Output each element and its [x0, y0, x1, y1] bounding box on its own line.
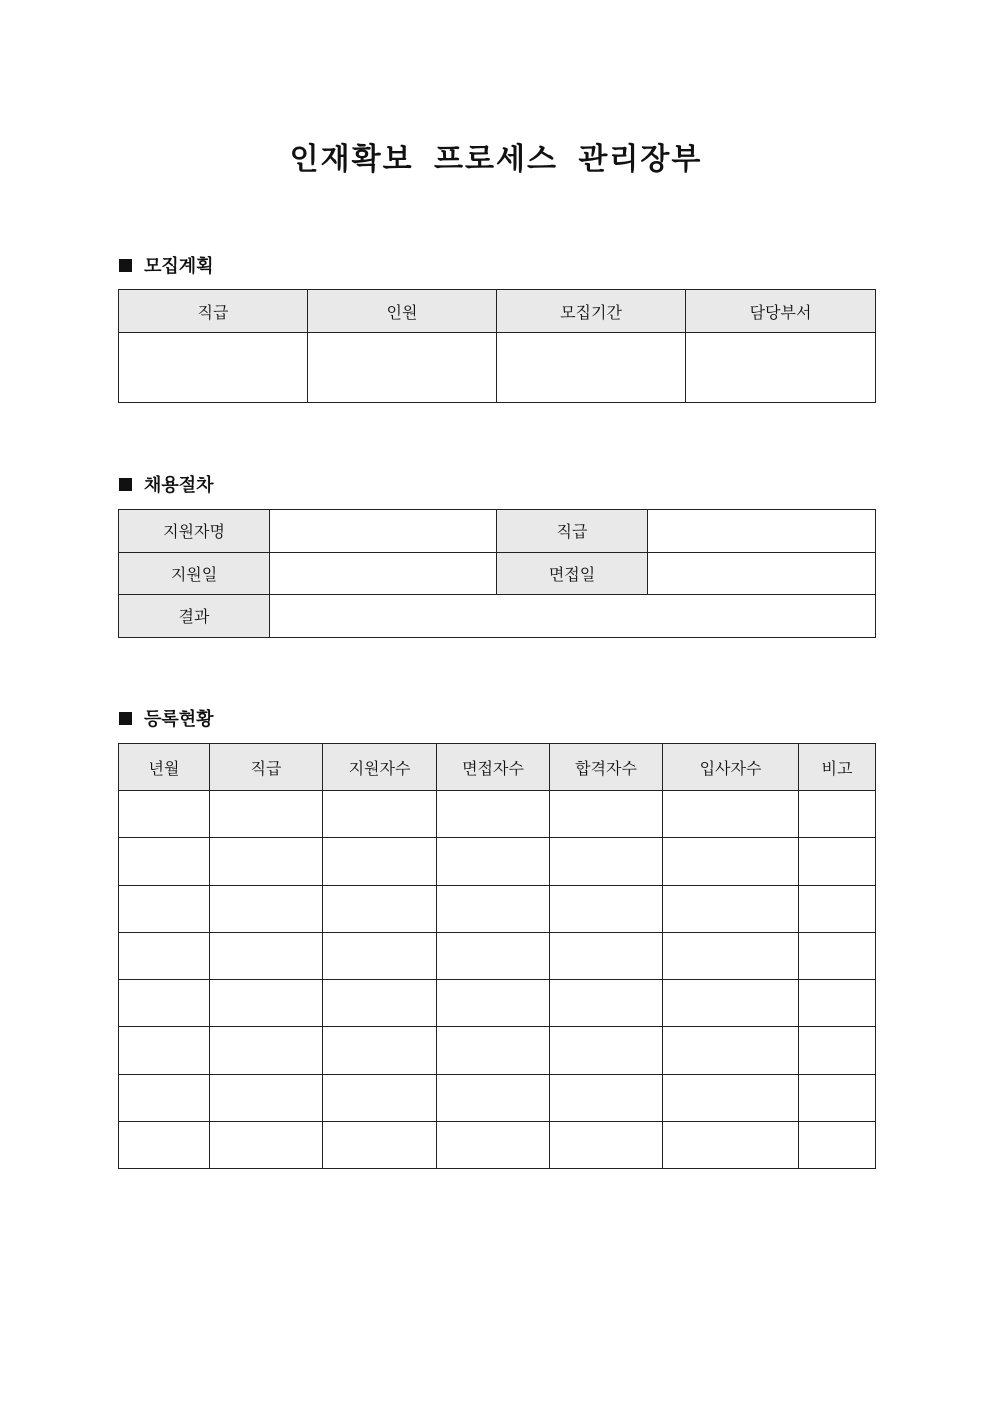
- table-cell[interactable]: [437, 1074, 550, 1121]
- table-cell[interactable]: [119, 838, 210, 885]
- table-row: [119, 333, 876, 403]
- table-cell[interactable]: [119, 932, 210, 979]
- section-heading-label: 채용절차: [144, 475, 214, 496]
- table-cell[interactable]: [323, 980, 437, 1027]
- table-row: [119, 595, 876, 638]
- input-cell-headcount[interactable]: [308, 333, 497, 403]
- label-cell-interview-date: 면접일: [497, 552, 648, 595]
- table-cell[interactable]: [799, 932, 876, 979]
- table-cell[interactable]: [550, 980, 663, 1027]
- section-heading-label: 등록현황: [144, 709, 214, 730]
- input-cell-department[interactable]: [686, 333, 876, 403]
- section-heading-plan: [119, 253, 214, 277]
- table-cell[interactable]: [550, 885, 663, 932]
- header-cell-applicants: 지원자수: [323, 744, 437, 791]
- table-cell[interactable]: [437, 791, 550, 838]
- table-cell[interactable]: [210, 1027, 323, 1074]
- table-cell[interactable]: [210, 980, 323, 1027]
- table-cell[interactable]: [323, 1074, 437, 1121]
- input-cell-result[interactable]: [270, 595, 876, 638]
- table-row: [119, 1027, 876, 1074]
- table-cell[interactable]: [323, 885, 437, 932]
- table-cell[interactable]: [437, 1027, 550, 1074]
- table-cell[interactable]: [437, 932, 550, 979]
- input-cell-period[interactable]: [497, 333, 686, 403]
- table-cell[interactable]: [323, 791, 437, 838]
- table-cell[interactable]: [550, 1122, 663, 1169]
- header-cell-period: 모집기간: [497, 290, 686, 333]
- table-cell[interactable]: [799, 1074, 876, 1121]
- table-row: [119, 791, 876, 838]
- table-cell[interactable]: [663, 791, 799, 838]
- table-cell[interactable]: [437, 885, 550, 932]
- table-cell[interactable]: [210, 1122, 323, 1169]
- table-cell[interactable]: [663, 980, 799, 1027]
- input-cell-applicant-name[interactable]: [270, 510, 497, 553]
- table-cell[interactable]: [119, 1122, 210, 1169]
- header-cell-remarks: 비고: [799, 744, 876, 791]
- table-cell[interactable]: [210, 885, 323, 932]
- header-cell-rank: 직급: [210, 744, 323, 791]
- square-bullet-icon: [119, 478, 132, 491]
- table-cell[interactable]: [210, 1074, 323, 1121]
- section-heading-label: 모집계획: [144, 256, 214, 277]
- table-row: [119, 1074, 876, 1121]
- input-cell-interview-date[interactable]: [648, 552, 876, 595]
- table-row: [119, 932, 876, 979]
- table-cell[interactable]: [663, 932, 799, 979]
- label-cell-application-date: 지원일: [119, 552, 270, 595]
- table-row: [119, 552, 876, 595]
- table-cell[interactable]: [799, 791, 876, 838]
- input-cell-rank[interactable]: [648, 510, 876, 553]
- table-cell[interactable]: [119, 1074, 210, 1121]
- label-cell-result: 결과: [119, 595, 270, 638]
- recruitment-procedure-table: [118, 509, 876, 638]
- table-row: [119, 1122, 876, 1169]
- table-cell[interactable]: [437, 980, 550, 1027]
- section-heading-procedure: [119, 472, 214, 496]
- table-cell[interactable]: [550, 932, 663, 979]
- table-row: [119, 838, 876, 885]
- table-cell[interactable]: [799, 885, 876, 932]
- table-cell[interactable]: [437, 1122, 550, 1169]
- table-cell[interactable]: [663, 1074, 799, 1121]
- table-cell[interactable]: [799, 838, 876, 885]
- header-cell-rank: 직급: [119, 290, 308, 333]
- input-cell-application-date[interactable]: [270, 552, 497, 595]
- header-cell-department: 담당부서: [686, 290, 876, 333]
- table-cell[interactable]: [210, 791, 323, 838]
- table-cell[interactable]: [323, 1027, 437, 1074]
- table-row: [119, 510, 876, 553]
- table-cell[interactable]: [550, 1074, 663, 1121]
- header-cell-passed: 합격자수: [550, 744, 663, 791]
- square-bullet-icon: [119, 259, 132, 272]
- table-cell[interactable]: [210, 932, 323, 979]
- table-cell[interactable]: [663, 838, 799, 885]
- header-cell-interviewees: 면접자수: [437, 744, 550, 791]
- table-row: [119, 980, 876, 1027]
- table-cell[interactable]: [119, 980, 210, 1027]
- table-cell[interactable]: [799, 1122, 876, 1169]
- table-cell[interactable]: [799, 980, 876, 1027]
- table-cell[interactable]: [119, 1027, 210, 1074]
- header-cell-year-month: 년월: [119, 744, 210, 791]
- square-bullet-icon: [119, 712, 132, 725]
- section-heading-status: [119, 706, 214, 730]
- table-cell[interactable]: [663, 1027, 799, 1074]
- table-cell[interactable]: [550, 838, 663, 885]
- header-cell-hired: 입사자수: [663, 744, 799, 791]
- label-cell-rank: 직급: [497, 510, 648, 553]
- table-row: [119, 885, 876, 932]
- header-cell-headcount: 인원: [308, 290, 497, 333]
- registration-status-table: [118, 743, 876, 1169]
- table-cell[interactable]: [550, 791, 663, 838]
- page-title: 인재확보 프로세스 관리장부: [289, 142, 703, 177]
- table-cell[interactable]: [323, 1122, 437, 1169]
- table-cell[interactable]: [119, 885, 210, 932]
- input-cell-rank[interactable]: [119, 333, 308, 403]
- table-cell[interactable]: [663, 1122, 799, 1169]
- table-cell[interactable]: [323, 838, 437, 885]
- status-table-body: [119, 791, 876, 1169]
- table-cell[interactable]: [210, 838, 323, 885]
- recruitment-plan-table: [118, 289, 876, 403]
- table-header-row: [119, 290, 876, 333]
- table-cell[interactable]: [437, 838, 550, 885]
- table-cell[interactable]: [323, 932, 437, 979]
- table-header-row: [119, 744, 876, 791]
- table-cell[interactable]: [550, 1027, 663, 1074]
- label-cell-applicant-name: 지원자명: [119, 510, 270, 553]
- table-cell[interactable]: [119, 791, 210, 838]
- table-cell[interactable]: [799, 1027, 876, 1074]
- table-cell[interactable]: [663, 885, 799, 932]
